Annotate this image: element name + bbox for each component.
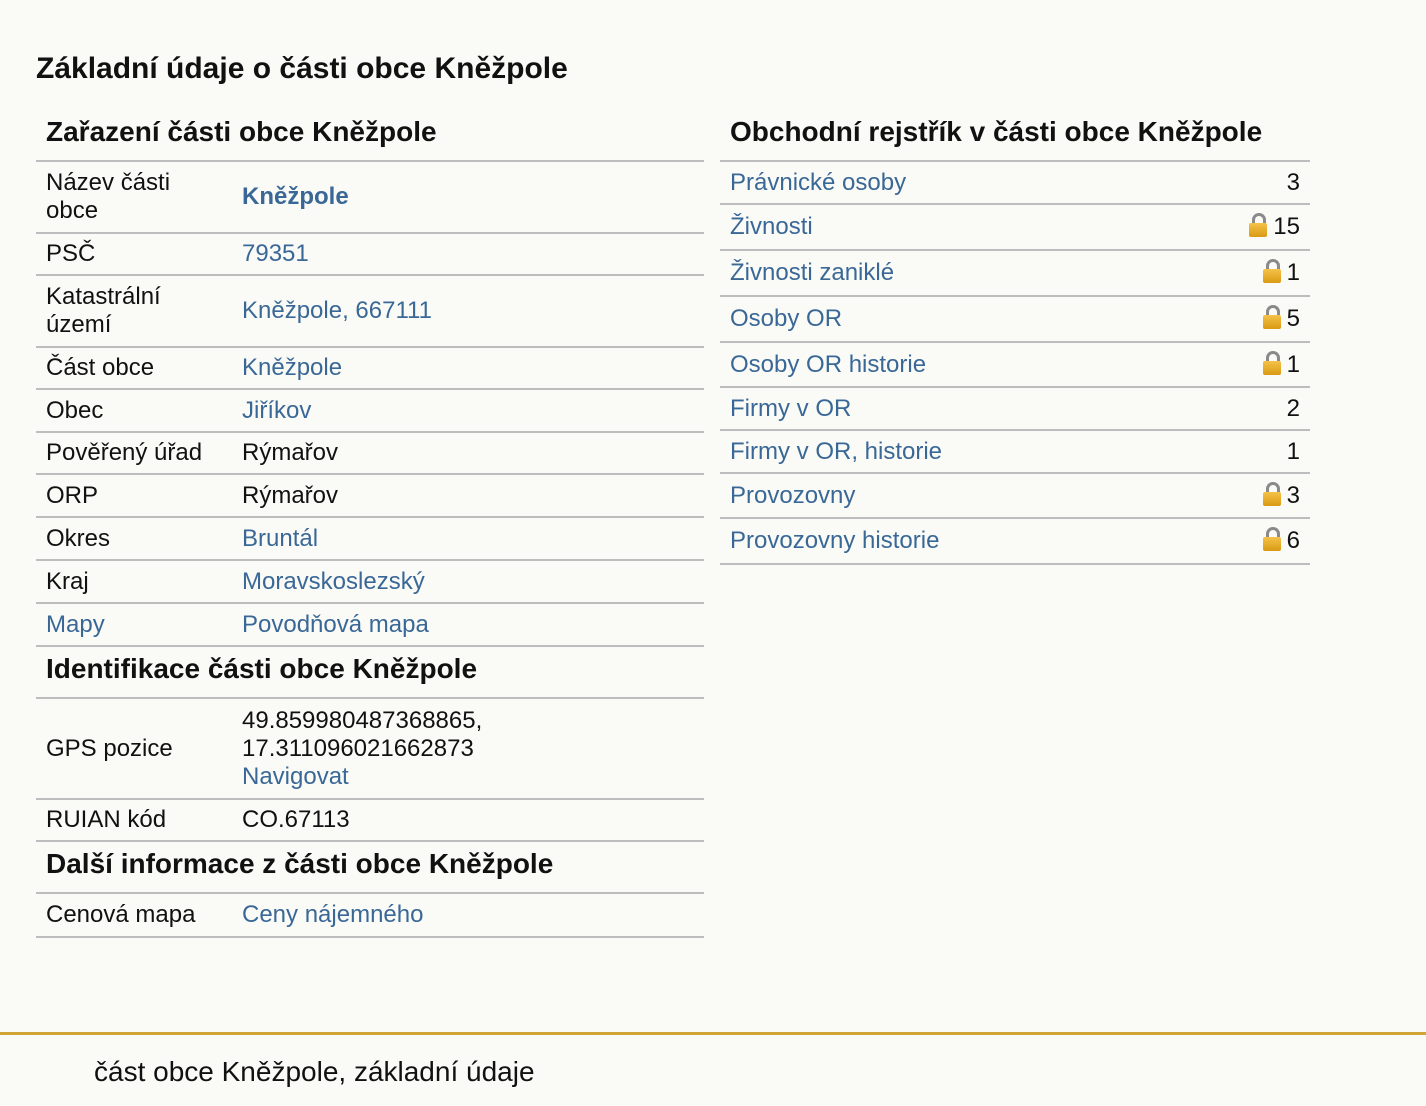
table-row [36, 432, 704, 474]
table-row [720, 342, 1310, 387]
lock-icon [1263, 259, 1281, 283]
table-row [36, 389, 704, 432]
row-count: 3 [1172, 162, 1310, 204]
row-label: RUIAN kód [36, 799, 232, 841]
table-row [36, 347, 704, 389]
gps-lat: 49.859980487368865, [242, 706, 483, 734]
identifikace-heading: Identifikace části obce Kněžpole [36, 647, 704, 699]
zivnosti-zanikle-link[interactable]: Živnosti zaniklé [730, 259, 895, 286]
osoby-or-link[interactable]: Osoby OR [730, 305, 843, 332]
obec-link[interactable]: Jiříkov [242, 396, 312, 424]
lock-icon [1263, 527, 1281, 551]
table-row [720, 387, 1310, 430]
row-value: Rýmařov [232, 432, 704, 474]
right-column [720, 110, 1310, 565]
gps-value [232, 699, 704, 799]
lock-icon [1263, 351, 1281, 375]
table-row [720, 518, 1310, 564]
zivnosti-link[interactable]: Živnosti [730, 213, 813, 240]
table-row [36, 233, 704, 275]
row-label: ORP [36, 474, 232, 517]
row-count: 1 [1286, 259, 1300, 286]
zarazeni-table [36, 162, 704, 647]
row-label: Okres [36, 517, 232, 560]
table-row [36, 560, 704, 603]
firmy-v-or-historie-link[interactable]: Firmy v OR, historie [730, 437, 943, 465]
mapy-link[interactable]: Mapy [46, 610, 105, 638]
okres-link[interactable]: Bruntál [242, 524, 319, 552]
gps-lon: 17.311096021662873 [242, 734, 474, 762]
row-label: Název části obce [36, 162, 232, 233]
rejstrik-heading: Obchodní rejstřík v části obce Kněžpole [720, 110, 1310, 162]
row-label: Katastrální území [36, 275, 232, 347]
table-row [36, 699, 704, 799]
provozovny-historie-link[interactable]: Provozovny historie [730, 527, 940, 554]
row-count: 2 [1172, 387, 1310, 430]
ruian-value: CO.67113 [232, 799, 704, 841]
cast-obce-link[interactable]: Kněžpole [242, 354, 343, 381]
povodnova-mapa-link[interactable]: Povodňová mapa [242, 610, 429, 638]
table-row [720, 250, 1310, 296]
table-row [720, 162, 1310, 204]
kraj-link[interactable]: Moravskoslezský [242, 567, 425, 595]
identifikace-table [36, 699, 704, 842]
row-count: 5 [1286, 305, 1300, 332]
row-label: Kraj [36, 560, 232, 603]
row-count: 3 [1286, 481, 1300, 509]
row-label: Cenová mapa [36, 894, 232, 937]
left-column [36, 110, 704, 938]
provozovny-link[interactable]: Provozovny [730, 481, 856, 509]
row-count: 1 [1286, 350, 1300, 378]
osoby-or-historie-link[interactable]: Osoby OR historie [730, 350, 927, 378]
table-row [36, 603, 704, 646]
table-row [36, 474, 704, 517]
ceny-najemneho-link[interactable]: Ceny nájemného [242, 901, 424, 928]
row-label: Obec [36, 389, 232, 432]
navigovat-link[interactable]: Navigovat [242, 762, 349, 790]
page-title: Základní údaje o části obce Kněžpole [36, 52, 568, 85]
row-label: Pověřený úřad [36, 432, 232, 474]
table-row [36, 894, 704, 937]
psc-link[interactable]: 79351 [242, 240, 309, 267]
table-row [720, 473, 1310, 518]
dalsi-heading: Další informace z části obce Kněžpole [36, 842, 704, 894]
row-label: GPS pozice [36, 699, 232, 799]
footer-text: část obce Kněžpole, základní údaje [94, 1056, 535, 1087]
row-label: Část obce [36, 347, 232, 389]
firmy-v-or-link[interactable]: Firmy v OR [730, 394, 852, 422]
row-count: 1 [1172, 430, 1310, 473]
footer-divider [0, 1032, 1426, 1035]
table-row [36, 517, 704, 560]
table-row [36, 275, 704, 347]
table-row [720, 296, 1310, 342]
row-label: PSČ [36, 233, 232, 275]
zarazeni-heading: Zařazení části obce Kněžpole [36, 110, 704, 162]
rejstrik-table [720, 162, 1310, 565]
row-value: Rýmařov [232, 474, 704, 517]
dalsi-table [36, 894, 704, 938]
row-count: 6 [1286, 527, 1300, 554]
table-row [36, 799, 704, 841]
katastralni-link[interactable]: Kněžpole, 667111 [242, 297, 432, 324]
lock-icon [1263, 482, 1281, 506]
table-row [720, 204, 1310, 250]
pravnicke-osoby-link[interactable]: Právnické osoby [730, 168, 907, 196]
row-count: 15 [1273, 213, 1300, 240]
lock-icon [1263, 305, 1281, 329]
table-row [720, 430, 1310, 473]
table-row [36, 162, 704, 233]
nazev-link[interactable]: Kněžpole [242, 183, 349, 210]
lock-icon [1249, 213, 1267, 237]
